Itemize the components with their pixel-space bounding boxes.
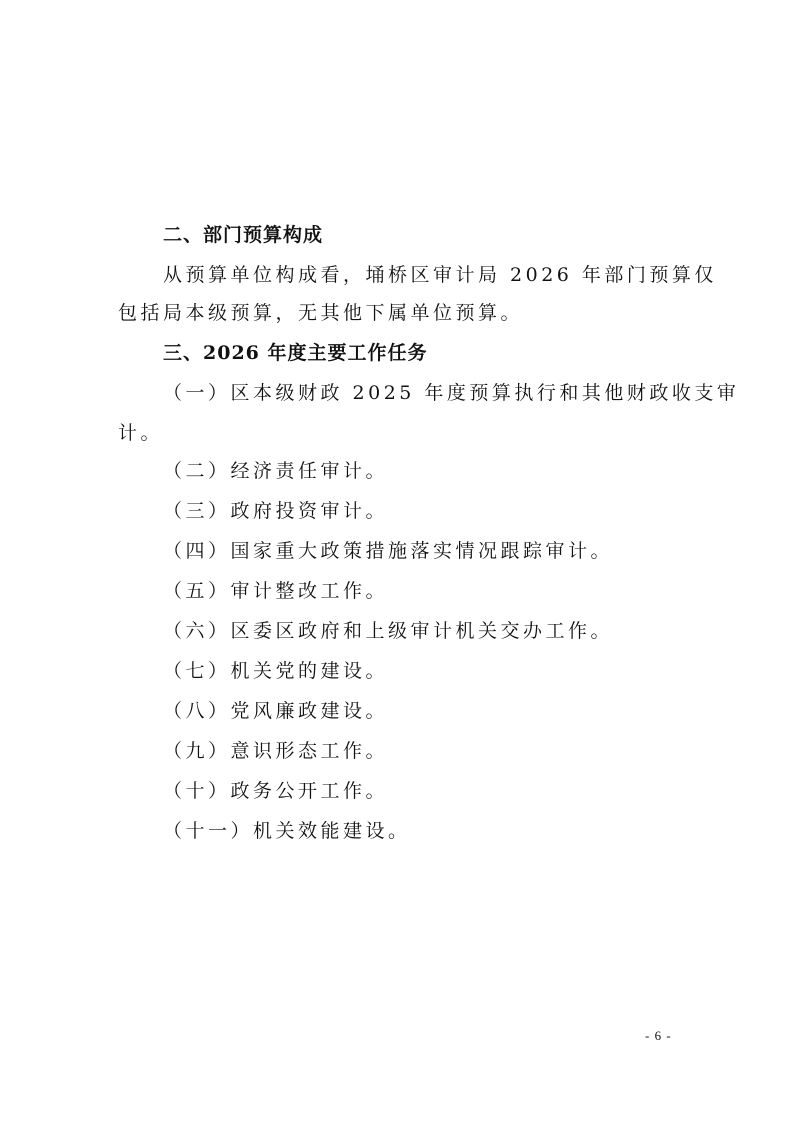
section-2-paragraph-line-2: 包括局本级预算，无其他下属单位预算。 — [118, 302, 524, 324]
section-2-heading: 二、部门预算构成 — [163, 224, 324, 246]
task-item-4: （四）国家重大政策措施落实情况跟踪审计。 — [163, 540, 614, 562]
task-item-3: （三）政府投资审计。 — [163, 500, 389, 522]
task-item-10: （十）政务公开工作。 — [163, 780, 389, 802]
task-item-11: （十一）机关效能建设。 — [163, 820, 411, 842]
task-item-6: （六）区委区政府和上级审计机关交办工作。 — [163, 620, 614, 642]
task-item-5: （五）审计整改工作。 — [163, 580, 389, 602]
task-item-7: （七）机关党的建设。 — [163, 660, 389, 682]
task-item-1-line-1: （一）区本级财政 2025 年度预算执行和其他财政收支审 — [163, 382, 740, 404]
section-3-heading: 三、2026 年度主要工作任务 — [163, 342, 428, 364]
page-number: - 6 - — [645, 1028, 672, 1043]
section-2-paragraph-line-1: 从预算单位构成看，埇桥区审计局 2026 年部门预算仅 — [163, 264, 717, 286]
task-item-8: （八）党风廉政建设。 — [163, 700, 389, 722]
task-item-9: （九）意识形态工作。 — [163, 740, 389, 762]
task-item-1-line-2: 计。 — [118, 422, 164, 444]
task-item-2: （二）经济责任审计。 — [163, 460, 389, 482]
